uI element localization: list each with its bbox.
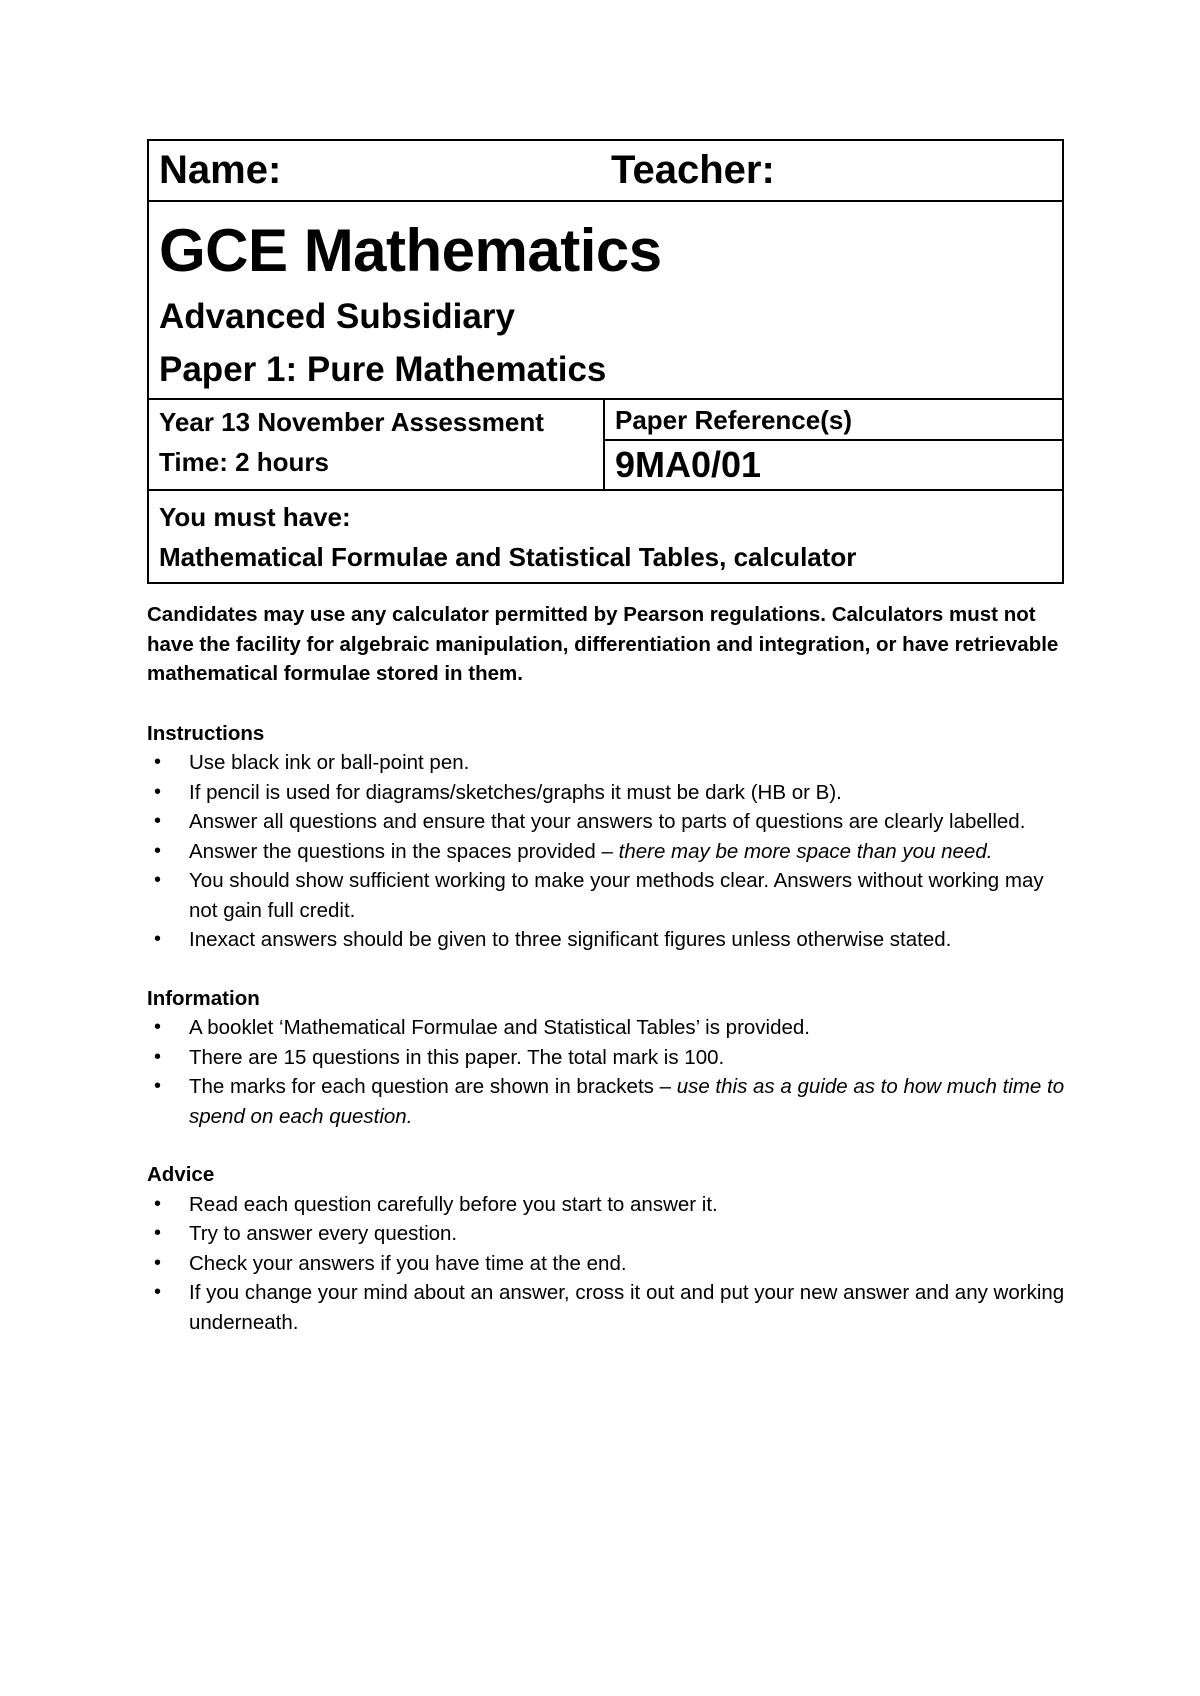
list-item — [147, 807, 1067, 837]
information-heading: Information — [147, 986, 260, 1010]
exam-instructions-body — [147, 600, 1067, 1366]
list-item — [147, 1249, 1067, 1279]
bullet-icon: • — [154, 780, 162, 803]
instructions-section — [147, 719, 1067, 955]
bullet-icon: • — [154, 751, 162, 773]
list-item — [147, 925, 1067, 955]
bullet-icon: • — [154, 928, 162, 950]
list-item — [147, 866, 1067, 925]
list-item — [147, 1219, 1067, 1249]
list-item-text: Inexact answers should be given to three significant figures unless otherwise stated. — [189, 928, 952, 951]
list-item-emphasis: there may be more space than you need. — [618, 839, 993, 863]
paper-reference-code: 9MA0/01 — [615, 444, 762, 485]
bullet-icon: • — [154, 1281, 162, 1303]
paper-title: Paper 1: Pure Mathematics — [159, 350, 607, 389]
cover-box — [147, 139, 1064, 584]
list-item — [147, 1278, 1067, 1337]
list-item — [147, 1072, 1067, 1131]
must-have-row — [149, 491, 1062, 582]
bullet-icon: • — [154, 1016, 162, 1038]
list-item — [147, 837, 1067, 867]
information-section — [147, 984, 1067, 1132]
advice-heading: Advice — [147, 1163, 215, 1186]
instructions-list — [147, 748, 1067, 955]
list-item-text: Try to answer every question. — [189, 1222, 458, 1245]
bullet-icon: • — [154, 1075, 162, 1097]
list-item-text: You should show sufficient working to make your methods clear. Answers without working may not gain full credit. — [189, 869, 1044, 922]
list-item-text: If pencil is used for diagrams/sketches/graphs it must be dark (HB or B). — [189, 780, 842, 804]
title-block — [149, 202, 1062, 400]
list-item-text: If you change your mind about an answer, cross it out and put your new answer and any working underneath. — [189, 1281, 1065, 1334]
list-item — [147, 1013, 1067, 1043]
name-label: Name: — [159, 148, 282, 192]
list-item — [147, 778, 1067, 808]
list-item — [147, 1190, 1067, 1220]
document-title: GCE Mathematics — [159, 217, 662, 284]
must-have-items: Mathematical Formulae and Statistical Tables, calculator — [159, 542, 857, 572]
teacher-label: Teacher: — [611, 148, 775, 192]
list-item — [147, 748, 1067, 778]
list-item-text: Check your answers if you have time at the end. — [189, 1251, 627, 1275]
information-list — [147, 1013, 1067, 1131]
paper-reference-cell — [605, 400, 1062, 489]
must-have-label: You must have: — [159, 502, 351, 532]
bullet-icon: • — [154, 1251, 162, 1274]
list-item-text: Answer all questions and ensure that your answers to parts of questions are clearly labelled. — [189, 810, 1026, 833]
paper-reference-label: Paper Reference(s) — [605, 400, 1062, 441]
name-teacher-row — [149, 141, 1062, 202]
list-item-text: The marks for each question are shown in brackets – — [189, 1075, 677, 1098]
calculator-note: Candidates may use any calculator permitted by Pearson regulations. Calculators must not have the facility for algebraic manipulation, differentiation and integration, or have retrievable mathematical formulae stored in them. — [147, 603, 1059, 685]
list-item-text: There are 15 questions in this paper. The total mark is 100. — [189, 1045, 725, 1069]
list-item-emphasis: use this as a guide as to how much time to spend on each question. — [189, 1075, 1065, 1128]
assessment-name: Year 13 November Assessment — [159, 407, 544, 437]
time-allowed: Time: 2 hours — [159, 447, 330, 477]
bullet-icon: • — [154, 839, 162, 862]
list-item-text: Answer the questions in the spaces provided – — [189, 839, 619, 863]
list-item — [147, 1043, 1067, 1073]
advice-section — [147, 1160, 1067, 1337]
bullet-icon: • — [154, 810, 162, 832]
bullet-icon: • — [154, 1222, 162, 1244]
assessment-info-row — [149, 400, 1062, 491]
list-item-text: A booklet ‘Mathematical Formulae and Statistical Tables’ is provided. — [189, 1016, 811, 1039]
level-label: Advanced Subsidiary — [159, 297, 515, 336]
advice-list — [147, 1190, 1067, 1338]
list-item-text: Read each question carefully before you start to answer it. — [189, 1192, 718, 1216]
assessment-details — [149, 400, 605, 489]
list-item-text: Use black ink or ball-point pen. — [189, 751, 470, 774]
bullet-icon: • — [154, 869, 162, 891]
bullet-icon: • — [154, 1045, 162, 1068]
instructions-heading: Instructions — [147, 721, 265, 745]
bullet-icon: • — [154, 1192, 162, 1215]
